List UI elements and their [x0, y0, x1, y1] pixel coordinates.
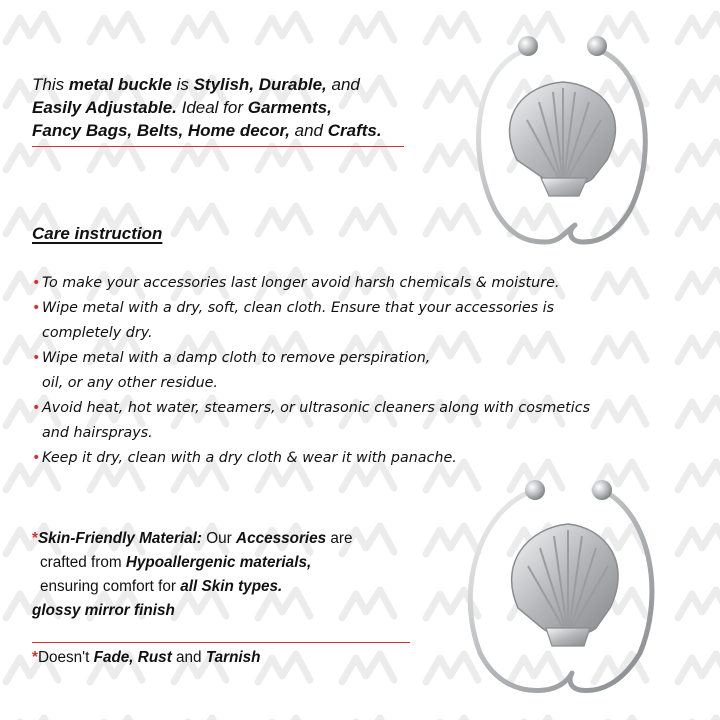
- care-item: • Wipe metal with a dry, soft, clean cloth. Ensure that your accessories is completely dry.: [32, 296, 692, 346]
- finish-text: glossy mirror finish: [32, 602, 175, 619]
- intro-text: This metal buckle is Stylish, Durable, and Easily Adjustable. Ideal for Garments, Fancy Bags, Belts, Home decor, and Crafts.: [32, 75, 382, 140]
- care-item: • Keep it dry, clean with a dry cloth & wear it with panache.: [32, 446, 692, 471]
- shell-buckle-image-angled: [450, 468, 700, 708]
- divider-line: [32, 642, 410, 643]
- care-list: [32, 271, 692, 471]
- skin-friendly-section: *Skin-Friendly Material: Our Accessories are crafted from Hypoallergenic materials, ensuring comfort for all Skin types. glossy mirror finish: [32, 530, 353, 619]
- care-item: • To make your accessories last longer avoid harsh chemicals & moisture.: [32, 271, 692, 296]
- care-item: • Wipe metal with a damp cloth to remove perspiration, oil, or any other residue.: [32, 346, 692, 396]
- shell-buckle-image-front: [455, 20, 705, 270]
- care-item: • Avoid heat, hot water, steamers, or ultrasonic cleaners along with cosmetics and hairsprays.: [32, 396, 692, 446]
- durability-text: *Doesn't Fade, Rust and Tarnish: [32, 649, 261, 666]
- divider-line: [32, 146, 404, 147]
- care-title: Care instruction: [32, 224, 163, 243]
